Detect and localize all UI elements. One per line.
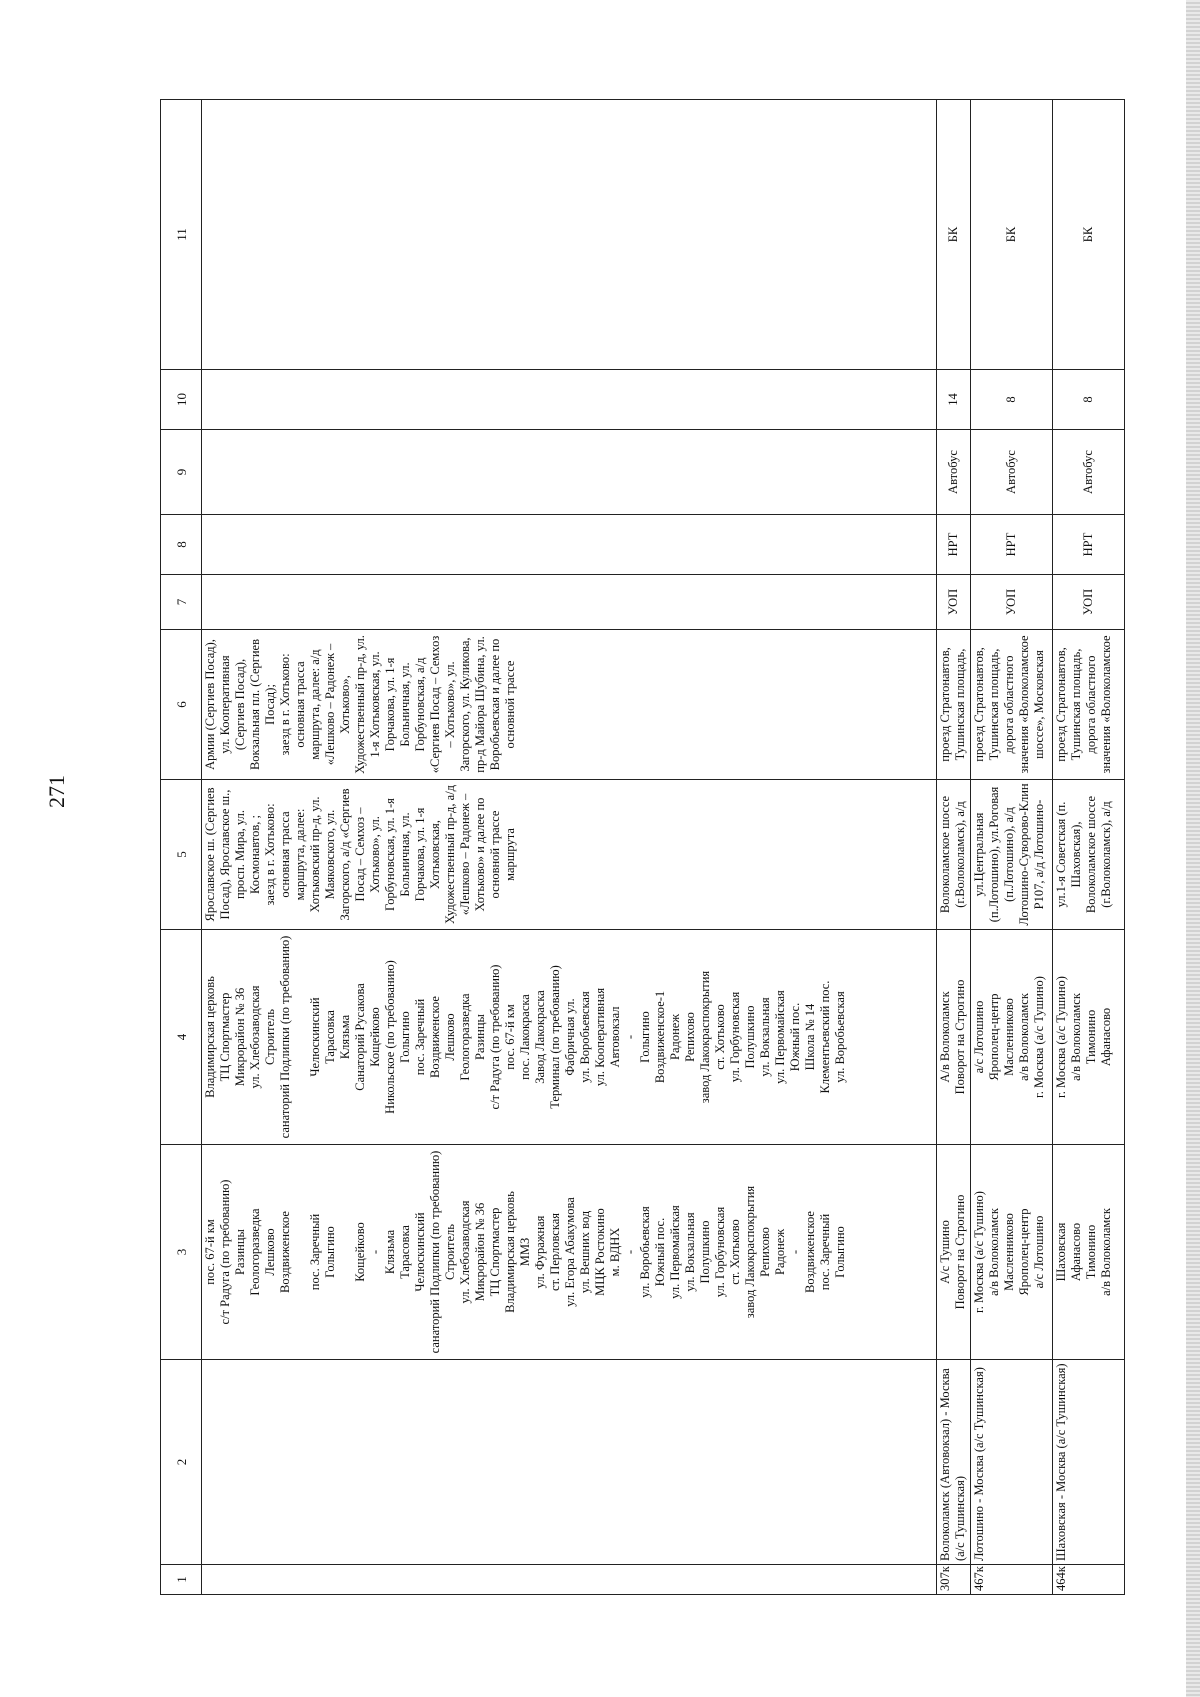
cell-col7: УОП: [970, 575, 1052, 630]
cell-route-name: Лотошино - Москва (а/с Тушинская): [970, 1360, 1052, 1565]
rotated-table-container: [160, 100, 1125, 1595]
cell-col10: [202, 370, 937, 430]
cell-col8: НРТ: [1053, 515, 1125, 575]
cell-col9: Автобус: [936, 430, 970, 515]
cell-stops-forward: А/с Тушино Поворот на Строгино: [936, 1145, 970, 1360]
cell-col11: БК: [1053, 100, 1125, 370]
header-col-8: 8: [161, 515, 202, 575]
table-row: [1053, 100, 1125, 1595]
table-row: [970, 100, 1052, 1595]
cell-num: [202, 1565, 937, 1595]
header-col-9: 9: [161, 430, 202, 515]
cell-num: 307к: [936, 1565, 970, 1595]
cell-streets-backward: проезд Стратонавтов, Тушинская площадь, дорога областного значения «Волоколамское: [1053, 630, 1125, 780]
header-col-11: 11: [161, 100, 202, 370]
cell-col11: БК: [936, 100, 970, 370]
scan-edge: [1186, 0, 1200, 1697]
cell-col9: Автобус: [970, 430, 1052, 515]
header-col-10: 10: [161, 370, 202, 430]
cell-stops-backward: А/в Волоколамск Поворот на Строгино: [936, 930, 970, 1145]
cell-stops-backward: г. Москва (а/с Тушино) а/в Волоколамск Тимонино Афанасово: [1053, 930, 1125, 1145]
cell-stops-forward: пос. 67-й км с/т Радуга (по требованию) Разинцы Геологоразведка Лешково Воздвиженское пос. Заречный Голыгино Кощейково - Клязьма Тарасовка Челюскинский санаторий Подлипки (по требованию) Строитель ул. Хлебозаводская Микрорайон № 36 ТЦ Спортмастер Владимирская церковь ММЗ ул. Фуражная ст. Перловская ул. Егора Абакумова ул. Вешних вод МЦК Ростокино м. ВДНХ - ул. Воробьевская Южный пос. ул. Первомайская ул. Вокзальная Полушкино ул. Горбуновская ст. Хотьково завод Лакокраспокрытия Репихово Радонеж - Воздвиженское пос. Заречный Голыгино: [202, 1145, 937, 1360]
cell-col8: НРТ: [936, 515, 970, 575]
cell-num: 464к: [1053, 1565, 1125, 1595]
page-number: 271: [44, 775, 69, 808]
cell-streets-forward: ул.1-я Советская (п. Шаховская), Волоколамское шоссе (г.Волоколамск), а/д: [1053, 780, 1125, 930]
cell-stops-backward: а/с Лотошино Ярополец-центр Масленниково а/в Волоколамск г. Москва (а/с Тушино): [970, 930, 1052, 1145]
cell-col9: Автобус: [1053, 430, 1125, 515]
header-col-1: 1: [161, 1565, 202, 1595]
cell-route-name: Шаховская - Москва (а/с Тушинская): [1053, 1360, 1125, 1565]
cell-col11: [202, 100, 937, 370]
cell-streets-backward: Армии (Сергиев Посад), ул. Кооперативная (Сергиев Посад), Вокзальная пл. (Сергиев Посад); заезд в г. Хотьково: основная трасса маршрута, далее: а/д «Лешково – Радонеж – Хотьково», Художественный пр-д, ул. 1-я Хотьковская, ул. Горчакова, ул. 1-я Больничная, ул. Горбуновская, а/д «Сергиев Посад – Семхоз – Хотьково», ул. Загорского, ул. Куликова, пр-д Майора Шубина, ул. Воробьевская и далее по основной трассе: [202, 630, 937, 780]
header-col-3: 3: [161, 1145, 202, 1360]
cell-col7: УОП: [1053, 575, 1125, 630]
routes-table: [160, 99, 1125, 1595]
table-row-continuation: [202, 100, 937, 1595]
header-col-2: 2: [161, 1360, 202, 1565]
cell-col7: [202, 575, 937, 630]
header-col-5: 5: [161, 780, 202, 930]
cell-col10: 8: [1053, 370, 1125, 430]
cell-route-name: [202, 1360, 937, 1565]
cell-route-name: Волоколамск (Автовокзал) - Москва (а/с Тушинская): [936, 1360, 970, 1565]
header-col-6: 6: [161, 630, 202, 780]
cell-col8: НРТ: [970, 515, 1052, 575]
table-row: [936, 100, 970, 1595]
header-col-4: 4: [161, 930, 202, 1145]
cell-streets-backward: проезд Стратонавтов, Тушинская площадь,: [936, 630, 970, 780]
cell-streets-forward: Волоколамское шоссе (г.Волоколамск), а/д: [936, 780, 970, 930]
cell-num: 467к: [970, 1565, 1052, 1595]
cell-stops-forward: г. Москва (а/с Тушино) а/в Волоколамск Масленниково Ярополец-центр а/с Лотошино: [970, 1145, 1052, 1360]
cell-streets-backward: проезд Стратонавтов, Тушинская площадь, дорога областного значения «Волоколамское шоссе», Московская: [970, 630, 1052, 780]
cell-stops-forward: Шаховская Афанасово Тимонино а/в Волоколамск: [1053, 1145, 1125, 1360]
cell-col7: УОП: [936, 575, 970, 630]
header-col-7: 7: [161, 575, 202, 630]
cell-streets-forward: Ярославское ш. (Сергиев Посад), Ярославское ш., просп. Мира, ул. Космонавтов, ; заезд в г. Хотьково: основная трасса маршрута, далее: Хотьковский пр-д, ул. Маяковского, ул. Загорского, а/д «Сергиев Посад – Семхоз – Хотьково», ул. Горбуновская, ул. 1-я Больничная, ул. Горчакова, ул. 1-я Хотьковская, Художественный пр-д, а/д «Лешково – Радонеж – Хотьково» и далее по основной трассе маршрута: [202, 780, 937, 930]
cell-col10: 8: [970, 370, 1052, 430]
cell-streets-forward: ул.Центральная (п.Лотошино), ул.Роговая (п.Лотошино), а/д Лотошино-Суворово-Клин Р107, а/д Лотошино-: [970, 780, 1052, 930]
cell-stops-backward: Владимирская церковь ТЦ Спортмастер Микрорайон № 36 ул. Хлебозаводская Строитель санаторий Подлипки (по требованию) Челюскинский Тарасовка Клязьма Санаторий Русакова Кощейково Никольское (по требованию) Голыгино пос. Заречный Воздвиженское Лешково Геологоразведка Разинцы с/т Радуга (по требованию) пос. 67-й км пос. Лакокраска Завод Лакокраска Терминал (по требованию) Фабричная ул. ул. Воробьевская ул. Кооперативная Автовокзал - Голыгино Воздвиженское-1 Радонеж Репихово завод Лакокраспокрытия ст. Хотьково ул. Горбуновская Полушкино ул. Вокзальная ул. Первомайская Южный пос. Школа № 14 Клементьевский пос. ул. Воробьевская: [202, 930, 937, 1145]
cell-col9: [202, 430, 937, 515]
cell-col10: 14: [936, 370, 970, 430]
cell-col8: [202, 515, 937, 575]
cell-col11: БК: [970, 100, 1052, 370]
header-row: [161, 100, 202, 1595]
